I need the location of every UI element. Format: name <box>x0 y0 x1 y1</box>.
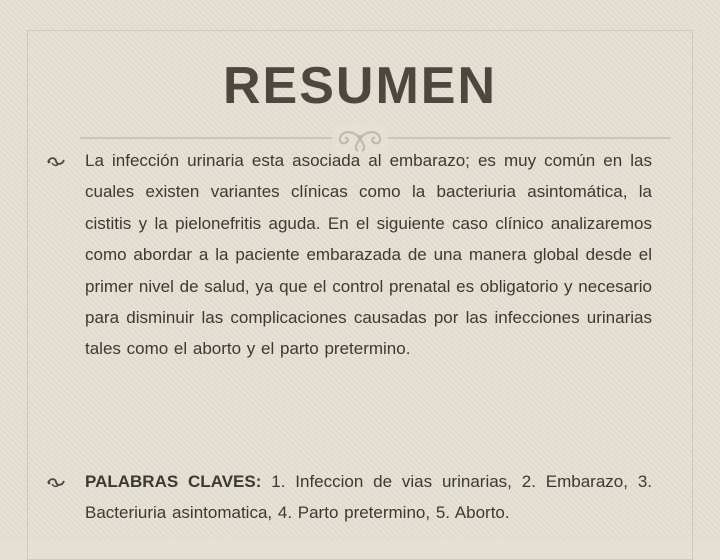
keywords-label: PALABRAS CLAVES: <box>85 472 262 491</box>
fleuron-bullet-icon <box>46 474 66 490</box>
summary-paragraph: La infección urinaria esta asociada al embarazo; es muy común en las cuales existen variantes clínicas como la bacteriuria asintomática, la cistitis y la pielonefritis aguda. En el siguiente caso clínico analizaremos como abordar a la paciente embarazada de una manera global desde el primer nivel de salud, ya que el control prenatal es obligatorio y necesario para disminuir las complicaciones causadas por las infecciones urinarias tales como el aborto y el parto pretermino. <box>85 151 652 359</box>
fleuron-bullet-icon <box>46 153 66 169</box>
keywords-text: 1. Infeccion de vias urinarias, 2. Embarazo, 3. Bacteriuria asintomatica, 4. Parto pretermino, 5. Aborto. <box>85 472 652 523</box>
slide-title: RESUMEN <box>222 57 498 115</box>
keywords-paragraph <box>85 466 652 529</box>
